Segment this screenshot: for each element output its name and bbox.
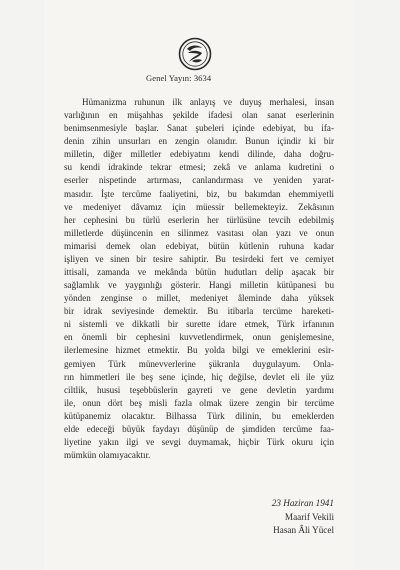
foreword-text <box>64 96 334 462</box>
signature-name: Hasan Âli Yücel <box>273 525 334 535</box>
publisher-emblem-graphic <box>178 37 212 71</box>
text-line: yönden zenginse o millet, medeniyet âleminde daha yüksek <box>64 293 334 304</box>
text-line: milletlerde düşüncenin en silinmez vasıtası olan yazı ve onun <box>64 227 334 238</box>
series-number: Genel Yayın: 3634 <box>146 73 212 83</box>
text-line: ni sistemli ve dikkatli bir surette idare etmek, Türk irfanının <box>64 319 334 330</box>
text-line: Hümanizma ruhunun ilk anlayış ve duyuş merhalesi, insan <box>82 97 334 107</box>
text-line: işliyen ve sinen bir tesire sahiptir. Bu tesirdeki fert ve cemiyet <box>64 253 334 264</box>
text-line: rın himmetleri ile beş sene içinde, hiç değilse, devlet eli ile yüz <box>64 371 334 382</box>
signature-date: 23 Haziran 1941 <box>271 498 334 508</box>
text-line: eserler nispetinde artırması, canlandırması ve yeniden yarat- <box>64 175 334 186</box>
text-line: varlığının en müşahhas şekilde ifadesi olan sanat eserlerinin <box>64 110 334 121</box>
text-line: denin zihin unsurları en zengin olanıdır. Bunun içindir ki bir <box>64 136 334 147</box>
text-line: bir idrak seviyesinde demektir. Bu itibarla tercüme hareketi- <box>64 306 334 317</box>
text-line: elde edeceği büyük faydayı düşünüp de şimdiden tercüme faa- <box>64 423 334 434</box>
text-line: su kendi idrakinde tekrar etmesi; zekâ ve anlama kudretini o <box>64 162 334 173</box>
signature-block <box>200 497 334 538</box>
text-line: ittisali, zamanda ve mekânda bütün hudutları delip aşacak bir <box>64 267 334 278</box>
text-line: milletin, diğer milletler edebiyatını kendi dilinde, daha doğru- <box>64 149 334 160</box>
text-line: ile, onun dört beş misli fazla olmak üzere zengin bir tercüme <box>64 397 334 408</box>
text-line: sağlamlık ve yaygınlığı gösterir. Hangi milletin kütüpanesi bu <box>64 280 334 291</box>
text-line: benimsenmesiyle başlar. Sanat şubeleri içinde edebiyat, bu ifa- <box>64 123 334 134</box>
text-line: kütüpanemiz olacaktır. Bilhassa Türk dilinin, bu emeklerden <box>64 410 334 421</box>
text-line: mümkün olamıyacaktır. <box>64 450 151 461</box>
text-line: her cephesini bu türlü eserlerin her türlüsüne tevcih edebilmiş <box>64 214 334 225</box>
text-line: mimarisi demek olan edebiyat, bütün kütlenin ruhuna kadar <box>64 240 334 251</box>
text-line: liyetine yakın ilgi ve sevgi duymamak, hiçbir Türk okuru için <box>64 437 334 448</box>
text-line: en önemli bir cephesini kuvvetlendirmek, onun genişlemesine, <box>64 332 334 343</box>
signature-title: Maarif Vekili <box>284 511 334 522</box>
publisher-emblem-icon <box>178 37 212 71</box>
text-line: masıdır. İşte tercüme faaliyetini, biz, bu bakımdan ehemmiyetli <box>64 188 334 199</box>
text-line: ilerlemesine hizmet etmektir. Bu yolda bilgi ve emeklerini esir- <box>64 345 334 356</box>
text-line: ciltlik, hususi teşebbüslerin gayreti ve gene devletin yardımı <box>64 384 334 395</box>
text-line: gemiyen Türk münevverlerine şükranla duygulayum. Onla- <box>64 358 334 369</box>
text-line: ve medeniyet dâvamız için müessir bellemekteyiz. Zekâsının <box>64 201 334 212</box>
